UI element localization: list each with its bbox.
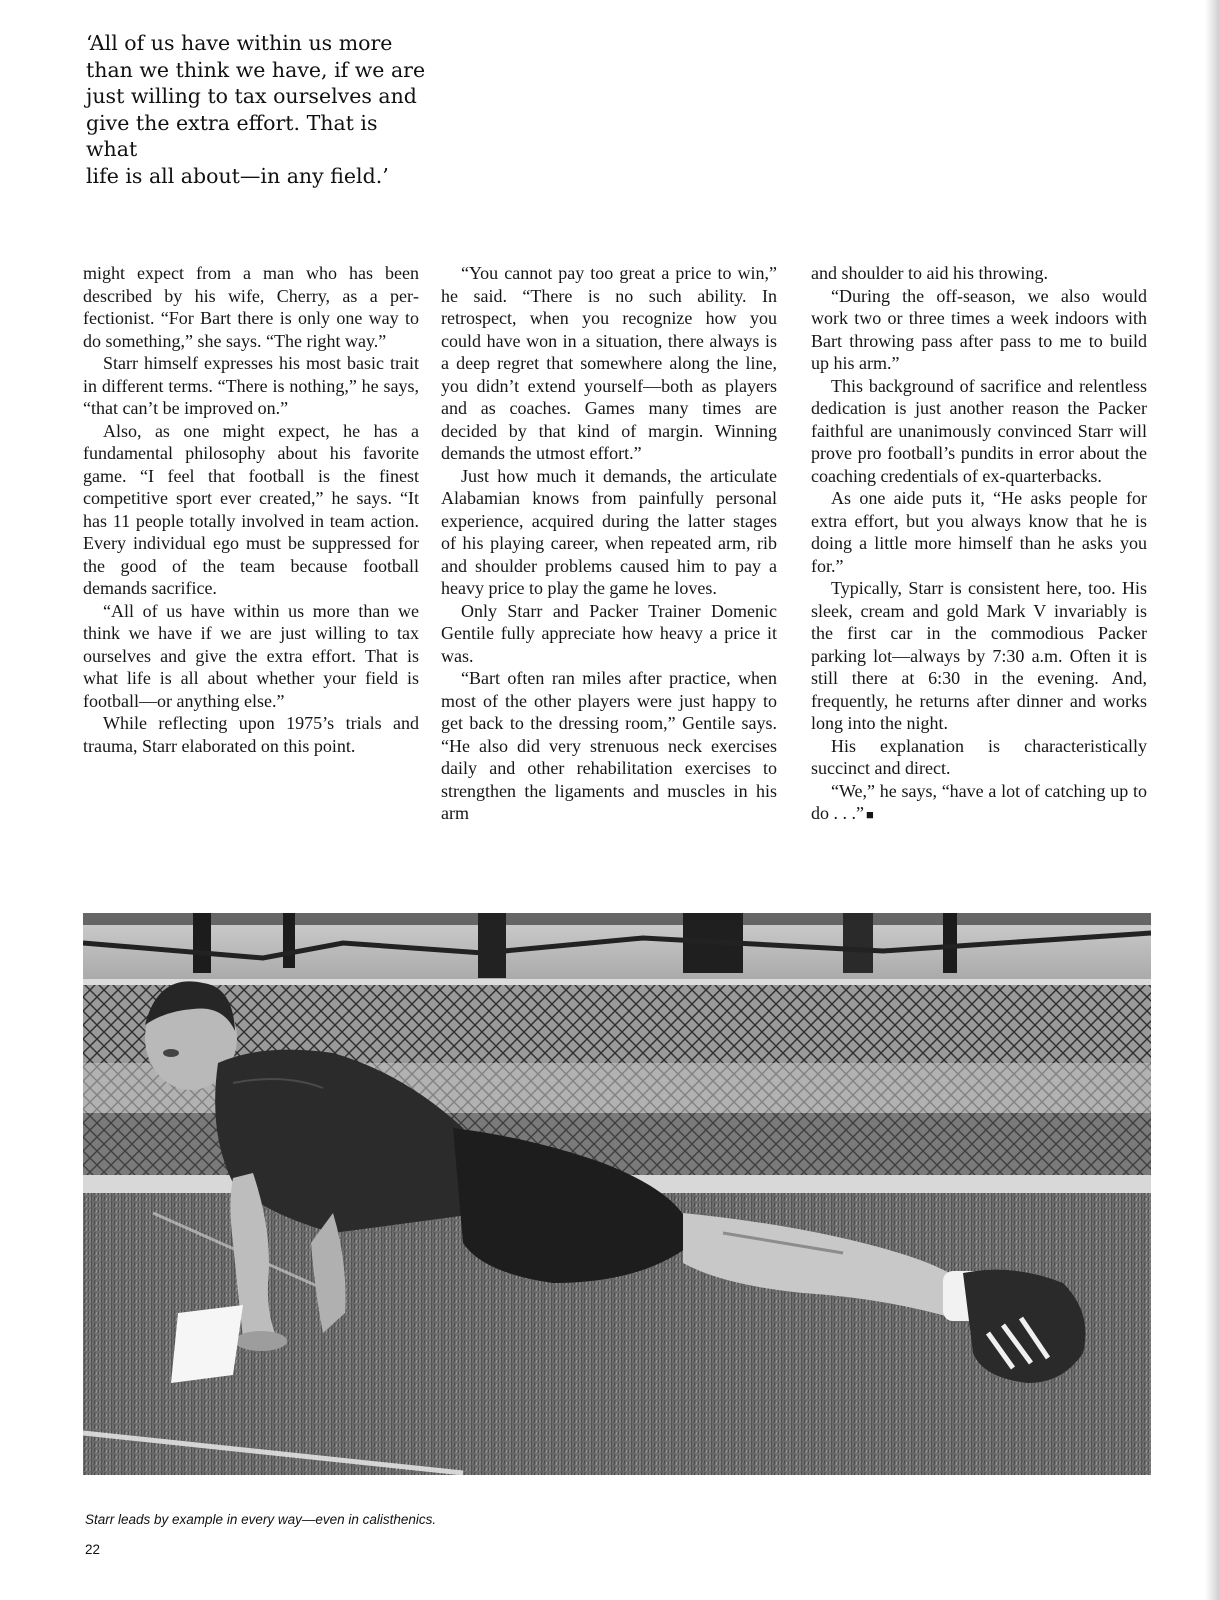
pull-quote-line: just willing to tax ourselves and xyxy=(86,84,417,109)
pull-quote-line: life is all about—in any field.’ xyxy=(86,163,389,188)
article-paragraph: This background of sacrifice and relentless dedication is just another reason the Packer faithful are unanimously convinced Starr will prove pro football’s pundits in error about the coaching credentials of ex-quarterbacks. xyxy=(811,375,1147,486)
pull-quote xyxy=(86,30,426,190)
photo-caption: Starr leads by example in every way—even in calisthenics. xyxy=(85,1512,437,1527)
article-paragraph: might expect from a man who has been described by his wife, Cherry, as a perfectionist. “For Bart there is only one way to do something,” she says. “The right way.” xyxy=(83,263,419,351)
article-column-1 xyxy=(83,262,419,757)
page-gutter-shadow xyxy=(1205,0,1219,1600)
article-paragraph: Typically, Starr is consistent here, too. His sleek, cream and gold Mark V invariably is the first car in the commodious Packer parking lot—always by 7:30 a.m. Often it is still there at 6:30 in the evening. And, frequently, he returns after dinner and works long into the night. xyxy=(811,578,1147,733)
pull-quote-line: ‘All of us have within us more xyxy=(86,31,393,55)
pull-quote-line: than we think we have, if we are xyxy=(86,57,426,82)
article-paragraph: His explanation is characteristically succinct and direct. xyxy=(811,735,1147,778)
article-paragraph: Only Starr and Packer Trainer Domenic Gentile fully appreciate how heavy a price it was. xyxy=(441,600,777,666)
article-column-2 xyxy=(441,262,777,825)
article-column-3 xyxy=(811,262,1147,827)
article-paragraph: Just how much it demands, the articulate Alabamian knows from painfully personal experience, acquired during the latter stages of his playing career, when repeated arm, rib and shoulder problems caused him to pay a heavy price to play the game he loves. xyxy=(441,465,777,598)
article-paragraph: While reflecting upon 1975’s trials and trauma, Starr elaborated on this point. xyxy=(83,713,419,756)
article-paragraph: Starr himself expresses his most basic trait in different terms. “There is nothing,” he says, “that can’t be improved on.” xyxy=(83,353,419,418)
article-paragraph: and shoulder to aid his throwing. xyxy=(811,263,1048,283)
article-paragraph xyxy=(811,780,1147,827)
pull-quote-line: give the extra effort. That is what xyxy=(86,110,378,162)
end-mark-icon: ■ xyxy=(866,807,874,822)
article-closing-text: “We,” he says, “have a lot of catching up to do . . .” xyxy=(811,780,1147,823)
page-number: 22 xyxy=(85,1542,101,1557)
article-paragraph: “All of us have within us more than we think we have if we are just willing to tax ourselves and give the extra effort. That is what life is all about whether your field is football—or anything else.” xyxy=(83,600,419,711)
article-paragraph: “Bart often ran miles after practice, when most of the other players were just happy to get back to the dressing room,” Gentile says. “He also did very strenuous neck exercises daily and other rehabilitation exercises to strengthen the ligaments and muscles in his arm xyxy=(441,668,777,823)
article-paragraph: Also, as one might expect, he has a fundamental philosophy about his favorite game. “I feel that football is the finest competitive sport ever created,” he says. “It has 11 people totally involved in team action. Every individual ego must be suppressed for the good of the team because football demands sacrifice. xyxy=(83,420,419,598)
article-paragraph: “You cannot pay too great a price to win,” he said. “There is no such ability. In retrospect, when you recognize how you could have won in a situation, there always is a deep regret that somewhere along the line, you didn’t extend yourself—both as players and as coaches. Games many times are decided by that kind of margin. Winning demands the utmost effort.” xyxy=(441,263,777,463)
article-paragraph: As one aide puts it, “He asks people for extra effort, but you always know that he is doing a little more himself than he asks you for.” xyxy=(811,488,1147,576)
photo-pushup-calisthenics xyxy=(83,913,1151,1475)
article-paragraph: “During the off-season, we also would work two or three times a week indoors with Bart throwing pass after pass to me to build up his arm.” xyxy=(811,285,1147,373)
